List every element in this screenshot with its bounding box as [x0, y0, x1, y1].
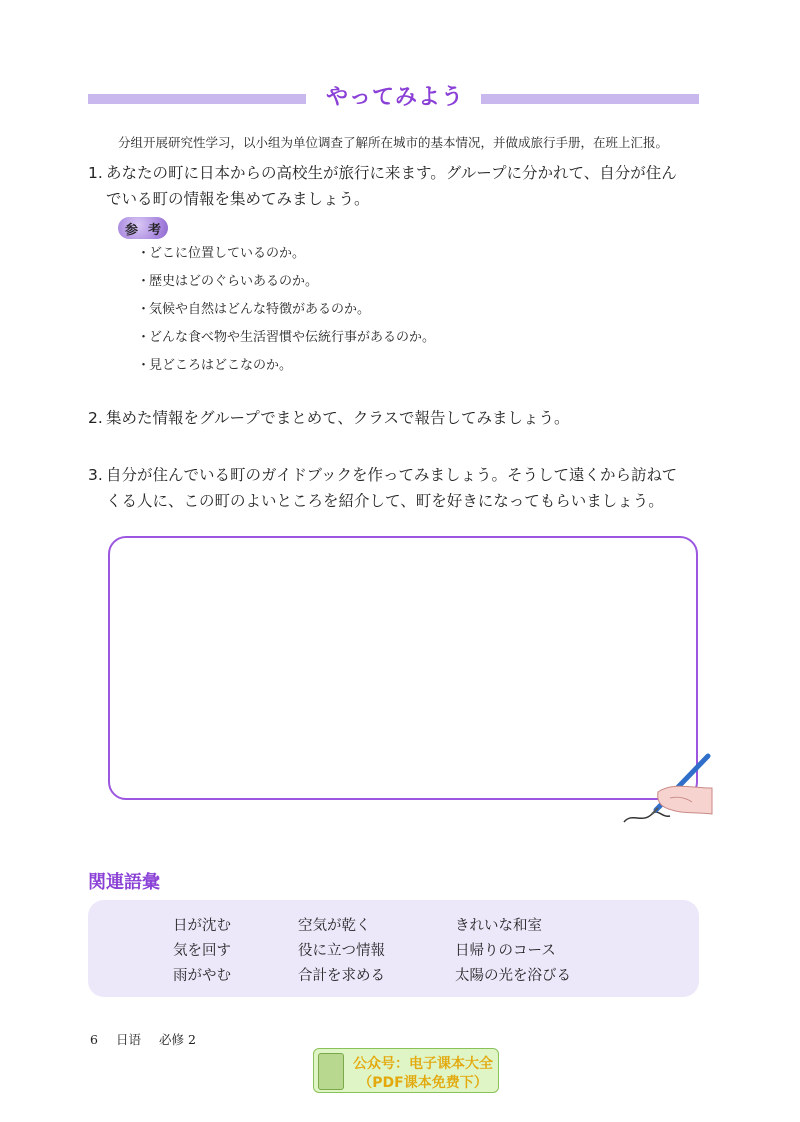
vocab-column-3 [455, 916, 571, 991]
vocab-item: 日が沈む [173, 918, 231, 934]
task-number: 2. [88, 409, 103, 427]
vocab-title: 関連語彙 [88, 872, 160, 893]
vocab-item: 役に立つ情報 [298, 943, 385, 959]
stamp-line1: 公众号：电子课本大全 [353, 1056, 493, 1072]
list-item-text: 歴史はどのぐらいあるのか。 [149, 274, 319, 289]
list-item [137, 327, 435, 355]
reference-badge-char: 考 [147, 222, 161, 238]
book-name: 日语 [115, 1032, 141, 1047]
vocab-item: 雨がやむ [173, 968, 231, 984]
list-item [137, 243, 435, 271]
list-item [137, 355, 435, 383]
bullet-icon: ・ [137, 358, 151, 373]
list-item-text: どこに位置しているのか。 [149, 246, 306, 261]
answer-box[interactable] [108, 536, 698, 800]
section-title: やってみよう [325, 85, 464, 110]
task-text-line1: 集めた情報をグループでまとめて、クラスで報告してみましょう。 [106, 409, 570, 427]
vocab-item: 日帰りのコース [455, 943, 556, 959]
vocab-column-2 [298, 916, 385, 991]
task-2 [88, 405, 728, 431]
bullet-icon: ・ [137, 274, 151, 289]
task-number: 1. [88, 164, 103, 182]
page-footer [90, 1030, 214, 1048]
task-number: 3. [88, 466, 103, 484]
pen-hand-illustration [612, 752, 717, 837]
list-item [137, 299, 435, 327]
list-item-text: どんな食べ物や生活習慣や伝統行事があるのか。 [149, 330, 436, 345]
task-text-line1: あなたの町に日本からの高校生が旅行に来ます。グループに分かれて、自分が住ん [106, 164, 677, 182]
watermark-stamp [313, 1048, 499, 1093]
stamp-logo-icon [318, 1053, 344, 1090]
bullet-icon: ・ [137, 330, 151, 345]
list-item-text: 見どころはどこなのか。 [149, 358, 293, 373]
list-item [137, 271, 435, 299]
vocab-item: 太陽の光を浴びる [455, 968, 571, 984]
stamp-line2: （PDF课本免费下） [358, 1075, 488, 1091]
vocab-item: 合計を求める [298, 968, 385, 984]
title-band-left [88, 94, 306, 104]
bullet-icon: ・ [137, 246, 151, 261]
reference-list [137, 243, 435, 383]
task-text-line1: 自分が住んでいる町のガイドブックを作ってみましょう。そうして遠くから訪ねて [106, 466, 678, 484]
bullet-icon: ・ [137, 302, 151, 317]
task-1 [88, 160, 728, 212]
reference-badge [118, 217, 168, 239]
vocab-item: 気を回す [173, 943, 231, 959]
vocab-column-1 [173, 916, 231, 991]
task-3 [88, 462, 728, 514]
list-item-text: 気候や自然はどんな特徴があるのか。 [149, 302, 371, 317]
title-band-right [481, 94, 699, 104]
vocab-item: きれいな和室 [455, 918, 542, 934]
volume-label: 必修 2 [158, 1032, 196, 1047]
reference-badge-char: 参 [124, 222, 138, 238]
task-text-line2: でいる町の情報を集めてみましょう。 [106, 190, 370, 208]
vocab-item: 空気が乾く [298, 918, 371, 934]
intro-text: 分组开展研究性学习，以小组为单位调查了解所在城市的基本情况，并做成旅行手册，在班上汇报。 [118, 135, 669, 150]
page-number: 6 [90, 1032, 98, 1047]
task-text-line2: くる人に、この町のよいところを紹介して、町を好きになってもらいましょう。 [106, 492, 664, 510]
